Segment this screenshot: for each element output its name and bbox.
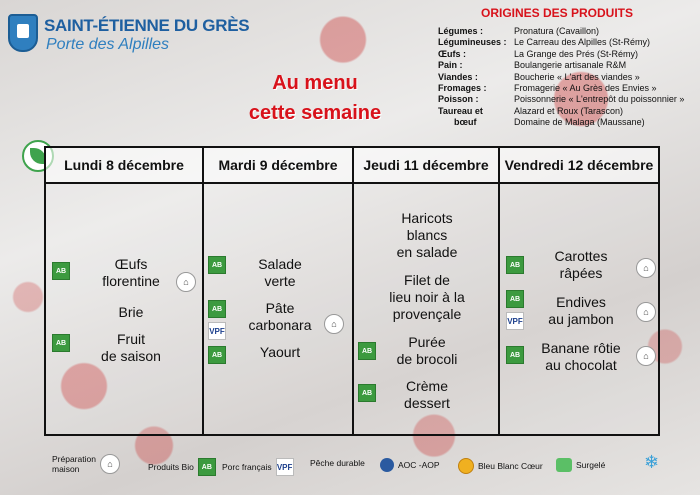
legend-item-bbc [458, 458, 543, 474]
menu-dish: Yaourt [259, 344, 301, 360]
day-header: Lundi 8 décembre [46, 148, 202, 184]
homemade-icon: ⌂ [636, 346, 656, 366]
homemade-icon: ⌂ [324, 314, 344, 334]
homemade-icon: ⌂ [176, 272, 196, 292]
frozen-label-icon [556, 458, 572, 472]
origin-supplier: Fromagerie « Au Grès des Envies » [514, 83, 657, 94]
homemade-icon: ⌂ [636, 302, 656, 322]
origin-supplier: La Grange des Prés (St-Rémy) [514, 48, 639, 59]
french-pork-icon: VPF [208, 322, 226, 340]
legend [0, 446, 700, 492]
legend-bbc-label: Bleu Blanc Cœur [478, 461, 543, 471]
bio-label-icon: AB [506, 290, 524, 308]
menu-dish: Purée de brocoli [396, 334, 458, 367]
bio-label-icon: AB [52, 262, 70, 280]
legend-item-peche [310, 458, 365, 468]
menu-dish: Endives au jambon [548, 294, 614, 327]
origin-category: Poisson : [438, 94, 479, 105]
origin-supplier: Le Carreau des Alpilles (St-Rémy) [514, 37, 651, 48]
aoc-icon [380, 458, 394, 472]
day-header: Vendredi 12 décembre [500, 148, 658, 184]
bio-label-icon: AB [208, 346, 226, 364]
bio-label-icon: AB [198, 458, 216, 476]
legend-item-porc [222, 458, 294, 476]
day-header: Jeudi 11 décembre [354, 148, 498, 184]
origins-panel [438, 6, 696, 129]
french-pork-icon: VPF [276, 458, 294, 476]
title-line-2: cette semaine [248, 102, 382, 124]
menu-dish: Pâte carbonara [248, 300, 312, 333]
origin-category: Viandes : [438, 71, 478, 82]
bio-label-icon: AB [506, 346, 524, 364]
origin-category: Taureau et [438, 105, 483, 116]
town-logo [8, 14, 250, 60]
title-line-1: Au menu [272, 72, 358, 94]
origins-title: ORIGINES DES PRODUITS [480, 6, 634, 20]
french-pork-icon: VPF [506, 312, 524, 330]
day-column-vendredi [500, 148, 658, 434]
origin-row [438, 60, 696, 71]
legend-prep-label: Préparation maison [52, 454, 96, 474]
bio-label-icon: AB [358, 384, 376, 402]
origin-row [438, 106, 696, 117]
legend-aoc-label: AOC -AOP [398, 460, 440, 470]
origin-row [438, 94, 696, 105]
logo-tagline: Porte des Alpilles [46, 36, 170, 53]
bio-label-icon: AB [506, 256, 524, 274]
bio-label-icon: AB [358, 342, 376, 360]
day-column-lundi [46, 148, 204, 434]
bio-label-icon: AB [208, 300, 226, 318]
origin-row [438, 37, 696, 48]
origin-supplier: Alazard et Roux (Tarascon) [514, 105, 624, 116]
origin-row [438, 26, 696, 37]
menu-dish: Filet de lieu noir à la provençale [389, 272, 465, 322]
bio-label-icon: AB [52, 334, 70, 352]
origin-supplier: Domaine de Malaga (Maussane) [514, 117, 645, 128]
legend-item-bio [148, 458, 216, 476]
day-column-mardi [204, 148, 354, 434]
menu-dish: Salade verte [258, 256, 302, 289]
day-header: Mardi 9 décembre [204, 148, 352, 184]
menu-dish: Haricots blancs en salade [396, 210, 458, 260]
menu-dish: Carottes râpées [554, 248, 608, 281]
origin-category: bœuf [454, 117, 477, 128]
homemade-icon: ⌂ [636, 258, 656, 278]
legend-item-aoc [380, 458, 440, 472]
legend-item-prep [52, 454, 120, 474]
origin-category: Légumes : [438, 26, 484, 36]
snowflake-icon: ❄ [644, 452, 660, 472]
logo-town-name: SAINT-ÉTIENNE DU GRÈS [44, 16, 250, 35]
origin-row [438, 83, 696, 94]
bleu-blanc-coeur-icon [458, 458, 474, 474]
menu-dish: Brie [118, 304, 144, 320]
menu-table [44, 146, 660, 436]
origin-category: Fromages : [438, 83, 487, 94]
menu-dish: Fruit de saison [101, 331, 161, 364]
origin-category: Légumineuses : [438, 37, 507, 48]
homemade-icon: ⌂ [100, 454, 120, 474]
origin-row [438, 72, 696, 83]
origin-row [438, 117, 696, 128]
origin-supplier: Pronatura (Cavaillon) [514, 26, 600, 36]
legend-porc-label: Porc français [222, 462, 272, 472]
origin-row [438, 49, 696, 60]
crest-icon [8, 14, 38, 52]
legend-item-surgele [556, 458, 605, 472]
menu-dish: Œufs florentine [102, 256, 160, 289]
day-column-jeudi [354, 148, 500, 434]
origin-category: Pain : [438, 60, 463, 71]
origin-supplier: Boulangerie artisanale R&M [514, 60, 627, 71]
bio-label-icon: AB [208, 256, 226, 274]
origin-supplier: Boucherie « L'art des viandes » [514, 71, 640, 82]
origin-category: Œufs : [438, 48, 466, 59]
menu-dish: Banane rôtie au chocolat [541, 340, 621, 373]
legend-bio-label: Produits Bio [148, 462, 194, 472]
legend-peche-label: Pêche durable [310, 458, 365, 468]
legend-surgele-label: Surgelé [576, 460, 606, 470]
menu-dish: Crème dessert [404, 378, 450, 411]
page-title [215, 68, 415, 128]
origin-supplier: Poissonnerie « L'entrepôt du poissonnier » [514, 94, 685, 105]
